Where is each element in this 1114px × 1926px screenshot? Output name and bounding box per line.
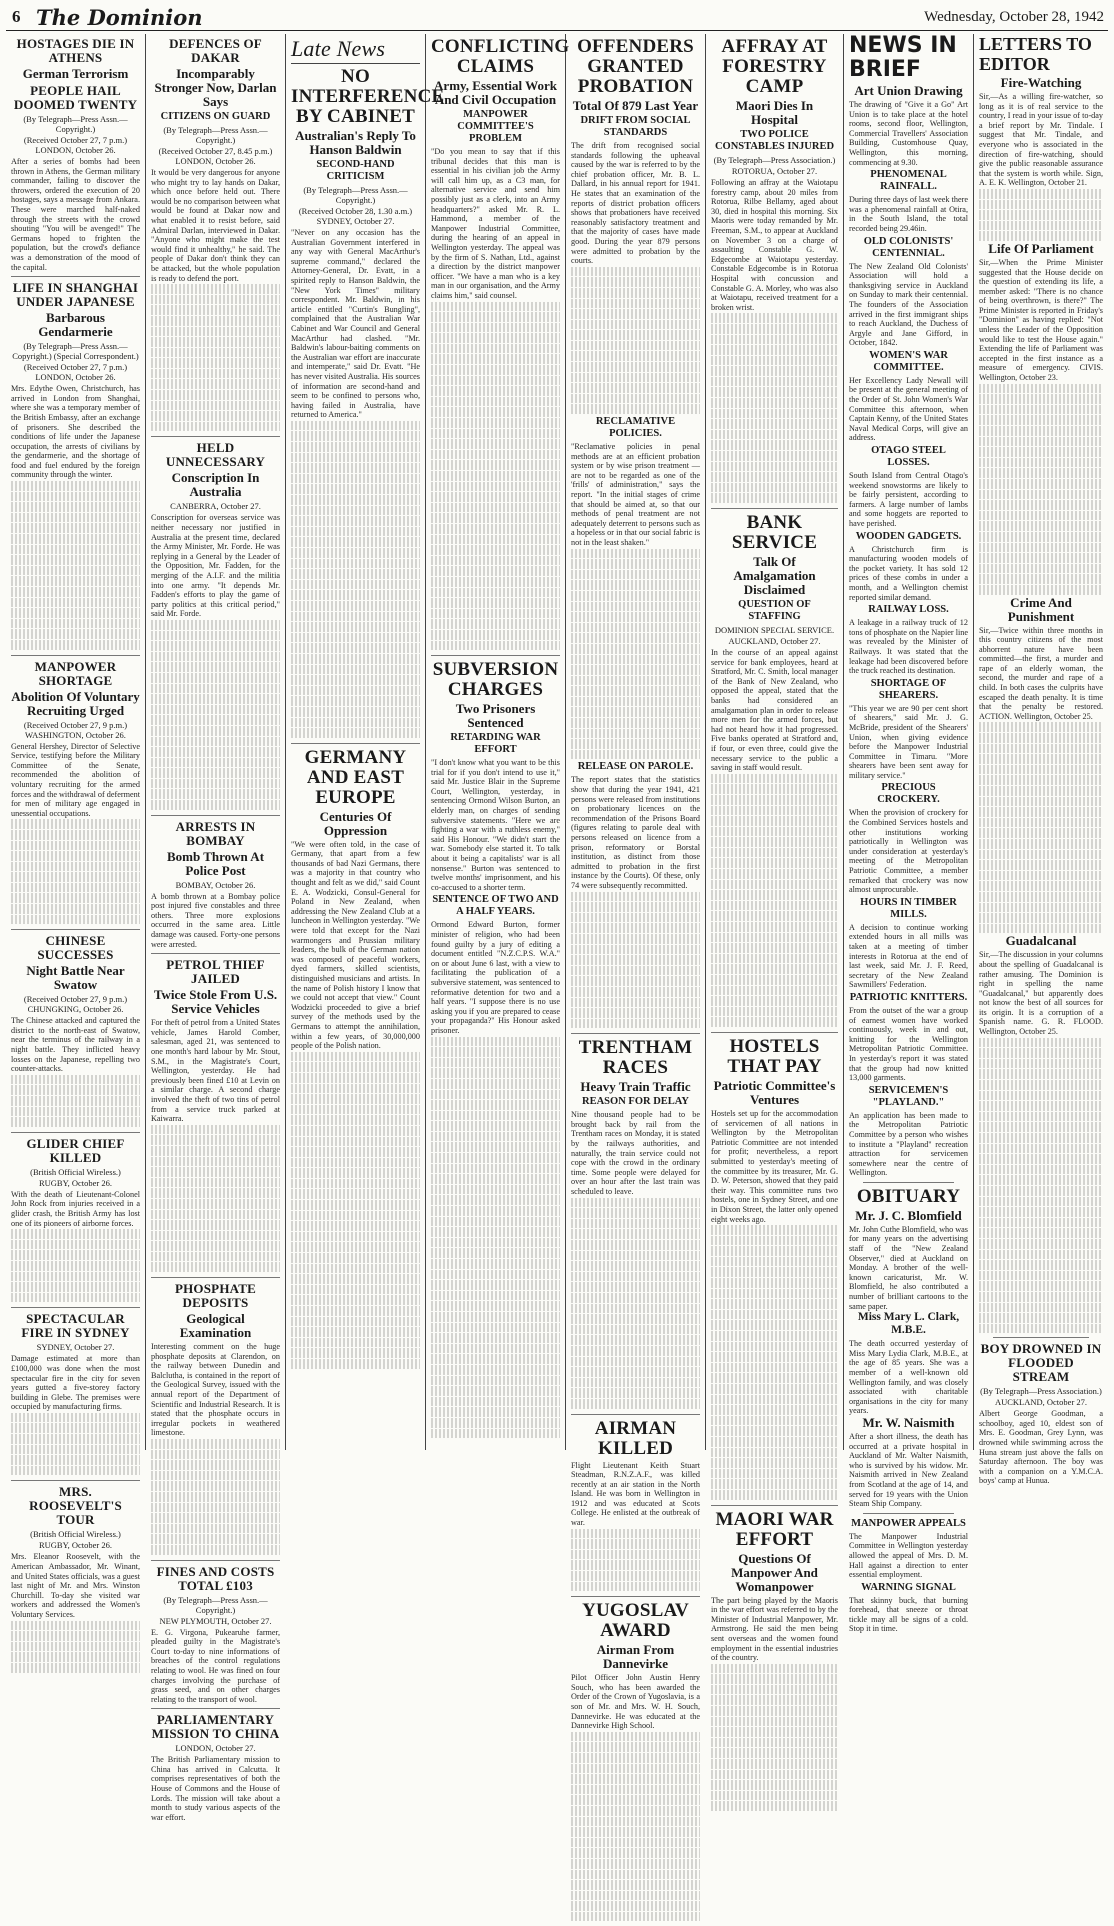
subheadline: German Terrorism xyxy=(22,66,129,81)
brief-text: From the outset of the war a group of earnest women have worked continuously, week in and out, knitting for the Wellington Metropolitan Patriotic Committee. In yesterday's report it was stated that the group had now knitted 13,000 garments. xyxy=(849,1005,968,1083)
news-in-brief-column xyxy=(844,33,974,1634)
deck: QUESTION OF STAFFING xyxy=(738,599,811,622)
credit: (British Official Wireless.) xyxy=(30,1166,121,1177)
obituary-name: Miss Mary L. Clark, M.B.E. xyxy=(857,1311,960,1337)
brief-text: Her Excellency Lady Newall will be present at the general meeting of the Order of St. John Women's War Committee this afternoon, when Captain Kenny, of the United States Naval Medical Corps, will give an address. xyxy=(849,375,968,443)
article-glider-chief xyxy=(11,1137,140,1309)
subheadline: Incomparably Stronger Now, Darlan Says xyxy=(154,66,277,109)
headline: DEFENCES OF DAKAR xyxy=(169,36,262,65)
article-yugoslav-award xyxy=(571,1601,700,1926)
headline: PETROL THIEF JAILED xyxy=(166,957,265,987)
body-text: The drift from recognised social standards following the upheaval caused by the war is referred to by the chief probation officer, Mr. B. L. Dallard, in his annual report for 1941. He states that an examination of the reports of district probation officers shows that probationers have received reasonably satisfactory treatment and that the majority of cases have made good. During the year 879 persons were admitted to probation by the courts. xyxy=(571,141,700,266)
body-text: Albert George Goodman, a schoolboy, aged 10, eldest son of Mrs. E. Goodman, Grey Lynn, was drowned while swimming across the Huna stream just above the falls on Saturday afternoon. The boy was with a companion on a Y.M.C.A. boys' camp at Hunua. xyxy=(979,1409,1103,1486)
body-text: Ormond Edward Burton, former minister of religion, who had been found guilty by a jury of editing a document entitled "N.Z.C.P.S. W.A." on or about June 6 last, with a view to facilitating the publication of a subversive statement, was sentenced to reformative detention for two and a half years. "I suppose there is no use asking you if you are prepared to cease your propaganda?" His Honour asked prisoner. xyxy=(431,920,560,1035)
headline: CONFLICTING CLAIMS xyxy=(431,36,570,77)
headline: MAORI WAR EFFORT xyxy=(715,1508,834,1550)
dateline: RUGBY, October 26. xyxy=(38,1540,113,1551)
headline: MRS. ROOSEVELT'S TOUR xyxy=(29,1484,122,1528)
headline: SUBVERSION CHARGES xyxy=(432,659,559,701)
column-3 xyxy=(286,34,445,1450)
article-bombay xyxy=(151,820,280,955)
brief-text: South Island from Central Otago's weekend snowstorms are likely to be fairly persistent, according to farmers. A large number of lambs and some hoggets are reported to have perished. xyxy=(849,471,968,528)
headline: BANK SERVICE xyxy=(731,512,818,553)
body-text: Mrs. Eleanor Roosevelt, with the American Ambassador, Mr. Winant, and United States officials, was a guest last night of Mr. and Mrs. Winston Churchill. To-day she visited war workers and addressed the Women's Voluntary Services. xyxy=(11,1552,140,1619)
brief-text: The New Zealand Old Colonists' Association will hold a thanksgiving service in Auckland on Sunday to mark their centennial. The founders of the Association arrived in the first immigrant ships to reach Auckland, the Duchess of Argyle and Jane Gifford, in October, 1842. xyxy=(849,261,968,348)
article-forestry-affray xyxy=(711,37,838,509)
deck: DRIFT FROM SOCIAL STANDARDS xyxy=(580,115,691,138)
headline: PHOSPHATE DEPOSITS xyxy=(174,1281,256,1311)
body-text: Pilot Officer John Austin Henry Souch, who has been awarded the Order of the Crown of Yugoslavia, is a son of Mr. and Mrs. W. H. Souch, Dannevirke. He was educated at the Dannevirke High School. xyxy=(571,1673,700,1731)
article-mission-china xyxy=(151,1713,280,1826)
headline: HOSTELS THAT PAY xyxy=(727,1035,822,1077)
subheadline: Australian's Reply To Hanson Baldwin xyxy=(295,128,416,157)
credit: (By Telegraph—Press Assn.—Copyright.) (Special Correspondent.) xyxy=(12,341,139,362)
deck: MANPOWER COMMITTEE'S PROBLEM xyxy=(457,109,534,144)
subheadline: Two Prisoners Sentenced xyxy=(455,701,536,731)
subheadline: Barbarous Gendarmerie xyxy=(38,310,113,340)
masthead xyxy=(6,4,1108,31)
body-text: In the course of an appeal against service for bank employees, heard at Stratford, Mr. C. Smith, local manager of the Bank of New Zealand, who opposed the appeal, stated that the banks had considered an amalgamation plan in order to release more men for the armed forces, but had not heard how it had progressed. Five banks operated at Stratford and, if four, or even three, could give the necessary service to the public a saving in staff would result. xyxy=(711,648,838,773)
brief-heading: RAILWAY LOSS. xyxy=(868,604,949,616)
dateline: (Received October 27, 7 p.m.) LONDON, October 26. xyxy=(23,135,128,155)
subheadline: Airman From Dannevirke xyxy=(596,1642,675,1672)
headline: OFFENDERS GRANTED PROBATION xyxy=(577,36,694,97)
obituary-text: After a short illness, the death has occurred at a private hospital in Auckland of Mr. Walter Naismith, who is survived by his widow. Mr. Naismith arrived in New Zealand from Scotland at the age of 14, and served for 19 years with the Union Steam Ship Company. xyxy=(849,1431,968,1509)
subheadline: Patriotic Committee's Ventures xyxy=(713,1077,836,1107)
article-shanghai xyxy=(11,281,140,655)
letter-text: Sir,—When the Prime Minister suggested that the House decide on the question of extending its life, a member asked: "There is no chance of being overthrown, is there?" The Prime Minister is reported in Friday's "Dominion" as having replied: "Not unless the Leader of the Opposition would like to test the House again." Extending the life of Parliament was accepted in the first instance as a measure of emergency. CIVIS. Wellington, October 23. xyxy=(979,257,1103,383)
brief-heading: WOODEN GADGETS. xyxy=(855,530,962,542)
article-petrol-thief xyxy=(151,958,280,1278)
body-text: The British Parliamentary mission to China has arrived in Calcutta. It comprises representatives of both the House of Commons and the House of Lords. The mission will take about a month to study various aspects of the war effort. xyxy=(151,1755,280,1822)
obituary-name: Mr. W. Naismith xyxy=(862,1414,955,1430)
brief-heading: Art Union Drawing xyxy=(854,83,963,98)
subheadline: Maori Dies In Hospital xyxy=(735,98,814,127)
obituary-name: Mr. J. C. Blomfield xyxy=(855,1207,962,1223)
article-hostages xyxy=(11,37,140,277)
headline: ARRESTS IN BOMBAY xyxy=(175,818,256,848)
headline: FINES AND COSTS TOTAL £103 xyxy=(156,1563,275,1593)
letter-heading: Crime And Punishment xyxy=(1007,594,1075,624)
body-text: It would be very dangerous for anyone who might try to lay hands on Dakar, which once before held out. There would be no comparison between what would be found at Dakar now and what enabled it to resist before, said Admiral Darlan, interviewed in Dakar. "Anyone who might make the test would find it unhealthy," he said. The people of Dakar don't think they can be attacked, but the whole population is ready to defend the port. xyxy=(151,168,280,283)
deck: SECOND-HAND CRITICISM xyxy=(316,159,395,182)
page-number: 6 xyxy=(12,7,21,26)
dateline: AUCKLAND, October 27. xyxy=(994,1397,1088,1408)
brief-heading: SERVICEMEN'S "PLAYLAND." xyxy=(868,1084,949,1108)
brief-heading: OTAGO STEEL LOSSES. xyxy=(871,445,946,469)
headline: GLIDER CHIEF KILLED xyxy=(26,1135,125,1165)
body-text: Conscription for overseas service was neither necessary nor justified in Australia at the present time, declared the Army Minister, Mr. Forde. He was replying in a General by the Leader of the Opposition, Mr. Fadden, for the merging of the A.I.F. and the militia into one army. "It depends Mr. Fadden's efforts to play the game of party politics at this critical period," said Mr. Forde. xyxy=(151,513,280,619)
headline: AIRMAN KILLED xyxy=(594,1417,677,1459)
brief-heading: PATRIOTIC KNITTERS. xyxy=(849,991,968,1003)
section-subhead: RELEASE ON PAROLE. xyxy=(577,761,694,773)
brief-text: The drawing of "Give it a Go" Art Union is to take place at the hotel rooms, second floor, Wellington, Commercial Travellers' Association Building, Customhouse Quay, Wellington, this morning, commencing at 9.30. xyxy=(849,100,968,167)
headline: BOY DROWNED IN FLOODED STREAM xyxy=(980,1341,1102,1385)
subheadline: Twice Stole From U.S. Service Vehicles xyxy=(153,987,278,1017)
obituary-text: Mr. John Cuthe Blomfield, who was for many years on the advertising staff of the "New Zealand Observer," died at Auckland on Monday. A brother of the well-known caricaturist, Mr. W. Blomfield, he also contributed a number of brilliant cartoons to the same paper. xyxy=(849,1224,968,1311)
dateline: (Received October 28, 1.30 a.m.) SYDNEY, October 27. xyxy=(298,206,413,226)
body-text: The report states that the statistics show that during the year 1941, 421 persons were released from institutions on probationary licences on the recommendation of the Prisons Board (figures relating to parole deal with persons released on licence from a prison, reformatory or Borstal institution, as distinct from those admitted to probation in the first instance by the Courts). Of these, only 74 were subsequently recommitted. xyxy=(571,775,700,890)
warning-signal-headline: WARNING SIGNAL xyxy=(861,1581,956,1593)
subheadline: Abolition Of Voluntary Recruiting Urged xyxy=(11,688,140,718)
headline: CHINESE SUCCESSES xyxy=(37,933,114,963)
letters-banner: LETTERS TO EDITOR xyxy=(979,34,1092,74)
body-text: Damage estimated at more than £100,000 was done when the most spectacular fire in the city for seven years gutted a five-storey factory building in Glebe. The premises were occupied by manufacturing firms. xyxy=(11,1354,140,1412)
brief-text: When the provision of crockery for the Combined Services hostels and other institutions working patriotically in Wellington was under consideration at yesterday's meeting of the Metropolitan Patriotic Committee, a member remarked that crockery was now almost unprocurable. xyxy=(849,808,968,895)
dateline: (Received October 27, 7 p.m.) LONDON, October 26. xyxy=(23,362,128,383)
article-maori-war-effort xyxy=(711,1510,838,1816)
credit: (By Telegraph—Press Assn.—Copyright.) xyxy=(23,114,128,134)
deck: REASON FOR DELAY xyxy=(582,1096,689,1108)
brief-text: During three days of last week there was a phenomenal rainfall at Otira, in the South Island, the total recorded being 29.46in. xyxy=(849,195,968,233)
article-germany-east-europe xyxy=(291,748,420,1374)
body-text: Hostels set up for the accommodation of servicemen of all nations in Wellington by the Metropolitan Patriotic Committee are not intended for profit; nevertheless, a report submitted to yesterday's meeting of the committee by its treasurer, Mr. G. D. W. Peterson, showed that they paid their way. This committee runs two hostels, one in Sydney Street, and one in Dixon Street, the latter only opened eight weeks ago. xyxy=(711,1108,838,1224)
credit: DOMINION SPECIAL SERVICE. xyxy=(714,625,835,635)
obituary-headline: OBITUARY xyxy=(856,1185,961,1207)
brief-heading: WOMEN'S WAR COMMITTEE. xyxy=(869,349,948,373)
issue-date: Wednesday, October 28, 1942 xyxy=(924,9,1104,25)
article-conflicting-claims xyxy=(431,36,570,656)
column-5 xyxy=(566,34,706,1731)
body-text: General Hershey, Director of Selective Service, testifying before the Military Committee of the Senate, recommended the abolition of voluntary recruiting for the armed forces and the withdrawal of deferment for men of military age engaged in unessential occupations. xyxy=(11,741,140,818)
body-text: Mrs. Edythe Owen, Christchurch, has arrived in London from Shanghai, where she was a temporary member of the British Embassy, after an exchange of prisoners. She described the conditions of life under the Japanese occupation, the arrests of civilians by the gendarmerie, and the shortage of food and fuel endured by the foreign community through the winter. xyxy=(11,384,140,480)
column-1 xyxy=(6,34,146,1619)
dateline: (Received October 27, 9 p.m.) CHUNGKING, October 26. xyxy=(23,994,128,1015)
obituary-text: The death occurred yesterday of Miss Mary Lydia Clark, M.B.E., at the age of 85 years. She was a member of a well-known old Wellington family, and was closely associated with charitable organisations in the city for many years. xyxy=(849,1339,968,1416)
body-text: After a series of bombs had been thrown in Athens, the German military commander, failing to discover the throwers, ordered the execution of 20 hostages, says a message from Ankara. These were marched half-naked through the streets with the crowd shouting "You will be avenged!" The Germans hoped to frighten the population, but the crowd's defiance was a demonstration of the mood of the capital. xyxy=(11,157,140,272)
letter-heading: Life Of Parliament xyxy=(988,240,1094,256)
body-text: The Chinese attacked and captured the district to the north-east of Swatow, near the terminus of the railway in a night battle. They inflicted heavy losses on the Japanese, repelling two counter-attacks. xyxy=(11,1016,140,1074)
article-trentham-races xyxy=(571,1038,700,1414)
article-chinese-successes xyxy=(11,934,140,1133)
manpower-appeals-text: The Manpower Industrial Committee in Wellington yesterday allowed the appeal of Mrs. D. M. Hall against a direction to enter essential employment. xyxy=(849,1531,968,1580)
headline: HELD UNNECESSARY xyxy=(165,440,266,470)
brief-text: A Christchurch firm is manufacturing wooden models of the pocket variety. It has sold 12 prices of these combs in under a month, and a Wellington chemist reported similar demand. xyxy=(849,544,968,602)
headline: LIFE IN SHANGHAI UNDER JAPANESE xyxy=(12,280,139,310)
dateline: SYDNEY, October 27. xyxy=(36,1342,115,1353)
article-conscription xyxy=(151,441,280,815)
newspaper-title: The Dominion xyxy=(36,5,203,30)
letter-heading: Fire-Watching xyxy=(1000,75,1082,90)
subheadline: Bomb Thrown At Police Post xyxy=(166,848,265,878)
deck: RETARDING WAR EFFORT xyxy=(450,732,541,756)
brief-heading: HOURS IN TIMBER MILLS. xyxy=(860,896,957,920)
deck: PEOPLE HAIL DOOMED TWENTY xyxy=(13,83,138,112)
section-subhead: SENTENCE OF TWO AND A HALF YEARS. xyxy=(432,894,559,918)
subheadline: Night Battle Near Swatow xyxy=(26,963,125,993)
brief-heading: SHORTAGE OF SHEARERS. xyxy=(870,677,947,701)
article-bank-service xyxy=(711,513,838,1033)
section-subhead: RECLAMATIVE POLICIES. xyxy=(595,416,676,440)
subheadline: Questions Of Manpower And Womanpower xyxy=(731,1550,818,1594)
column-6 xyxy=(706,34,844,1663)
body-text: The part being played by the Maoris in the war effort was referred to by the Minister of Industrial Manpower, Mr. Armstrong. He said the men being sent overseas and the women found employment in the essential industries of the country. xyxy=(711,1595,838,1663)
subheadline: Heavy Train Traffic xyxy=(580,1079,691,1095)
body-text: Flight Lieutenant Keith Stuart Steadman, R.N.Z.A.F., was killed recently at an air station in the North Island. He was born in Wellington in 1912 and was educated at Scots College. He enlisted at the outbreak of war. xyxy=(571,1460,700,1528)
body-text: E. G. Virgona, Pukearuhe farmer, pleaded guilty in the Magistrate's Court to-day to nine informations of breaches of the control regulations relating to wool. He was fined on four charges involving the purchase of grass seed, and on other charges relating to the transport of wool. xyxy=(151,1627,280,1704)
headline: YUGOSLAV AWARD xyxy=(582,1600,689,1642)
brief-text: A leakage in a railway truck of 12 tons of phosphate on the Napier line was revealed by the Minister of Railways. It was stated that the leakage had been discovered before the truck reached its destination. xyxy=(849,618,968,676)
article-dakar xyxy=(151,37,280,437)
article-hostels xyxy=(711,1037,838,1506)
brief-heading: PHENOMENAL RAINFALL. xyxy=(870,169,947,193)
letters-column xyxy=(974,34,1108,1486)
credit: (By Telegraph—Press Association.) xyxy=(713,155,836,165)
body-text: "Never on any occasion has the Australian Government interfered in any way with General MacArthur's supreme command," declared the Attorney-General, Dr. Evatt, in a spirited reply to Hanson Baldwin, the "New York Times" military correspondent. Mr. Baldwin, in his article entitled "Curtin's Bungling", complained that the Australian War Cabinet and War Council and General MacArthur had clashed. "Mr. Baldwin's labour-baiting comments on the Australian war effort are inaccurate and intemperate," said Dr. Evatt. "He has never visited Australia. His sources of information are second-hand and seem to be confined to persons who, having failed in Australia, have returned to America." xyxy=(291,228,420,420)
brief-heading: PRECIOUS CROCKERY. xyxy=(877,782,940,806)
dateline: BOMBAY, October 26. xyxy=(175,879,256,890)
subheadline: Army, Essential Work And Civil Occupation xyxy=(434,78,557,107)
body-text: Nine thousand people had to be brought back by rail from the Trentham races on Monday, it is stated by the railways authorities, and naturally, the train service could not cope with the crowd in the ordinary time. Some people were delayed for over an hour after the last train was scheduled to leave. xyxy=(571,1110,700,1197)
subheadline: Geological Examination xyxy=(179,1311,252,1341)
dateline: (Received October 27, 8.45 p.m.) LONDON, October 26. xyxy=(158,146,273,166)
dateline: CANBERRA, October 27. xyxy=(170,501,261,512)
dateline: ROTORUA, October 27. xyxy=(731,166,818,176)
credit: (British Official Wireless.) xyxy=(30,1529,121,1540)
dateline: NEW PLYMOUTH, October 27. xyxy=(159,1615,272,1626)
deck: CITIZENS ON GUARD xyxy=(160,111,271,122)
body-text: "Reclamative policies in penal methods are at an efficient probation system or by wise prison treatment — are not to be regarded as one of the 'frills' of administration," says the report. "In the initial stages of crime that should be aimed at, so that our methods of penal treatment are not adequately deterrent to persons such as a hopeless or in that our social fabric is not in the least shaken." xyxy=(571,442,700,547)
headline: PARLIAMENTARY MISSION TO CHINA xyxy=(151,1712,280,1742)
letter-text: Sir,—As a willing fire-watcher, so long as it is of real service to the country, I read in your issue of to-day a brief report by Mr. Tindale. I suggest that Mr. Tindale, and everyone who is associated in the direction of fire-watching, should give the public reasonable assurance that the system is worth while. Sign, A. E. K. Wellington, October 21. xyxy=(979,92,1103,188)
headline: AFFRAY AT FORESTRY CAMP xyxy=(721,36,828,97)
credit: (By Telegraph—Press Assn.—Copyright.) xyxy=(303,185,408,205)
article-sydney-fire xyxy=(11,1312,140,1481)
brief-text: "This year we are 90 per cent short of shearers," said Mr. J. G. McBride, president of the Shearers' Union, when giving evidence before the Manpower Industrial Committee in Timaru. "More shearers have been sent away for military service." xyxy=(849,703,968,780)
body-text: "I don't know what you want to be this trial for if you don't intend to use it," said Mr. Justice Blair in the Supreme Court, Wellington, yesterday, in sentencing Ormond Wilson Burton, an elderly man, on charges of sending subversive statements. "Here we are fighting a war with a ruthless enemy," said His Honour. "We didn't start the war. Somebody else started it. To talk about it being a capitalists' war is all nonsense." Burton was sentenced to twelve months' imprisonment, and his co-accused to a shorter term. xyxy=(431,758,560,892)
headline: TRENTHAM RACES xyxy=(578,1037,693,1079)
dateline: (Received October 27, 9 p.m.) WASHINGTON, October 26. xyxy=(23,719,128,740)
article-phosphate xyxy=(151,1282,280,1560)
article-roosevelt-tour xyxy=(11,1485,140,1677)
headline: MANPOWER SHORTAGE xyxy=(34,658,117,688)
subheadline: Centuries Of Oppression xyxy=(319,808,392,838)
letter-text: Sir,—The discussion in your columns about the spelling of Guadalcanal is rather amusing. The Dominion is right in spelling the name "Guadalcanal," but apparently does not know the best of all sources for its origin. It is a corruption of a Spanish name. G. R. FLOOD. Wellington, October 25. xyxy=(979,950,1103,1037)
dateline: RUGBY, October 26. xyxy=(38,1177,113,1188)
article-airman-killed xyxy=(571,1419,700,1598)
credit: (By Telegraph—Press Assn.—Copyright.) xyxy=(163,125,268,145)
headline: SPECTACULAR FIRE IN SYDNEY xyxy=(21,1311,130,1341)
brief-text: A decision to continue working extended hours in all mills was taken at a meeting of timber interests in Rotorua at the end of last week, said Mr. J. F. Reed, secretary of the New Zealand Sawmillers' Federation. xyxy=(849,922,968,990)
letter-text: Sir,—Twice within three months in this country citizens of the most abhorrent nature have been committed—the first, a murder and rape of an elderly woman, the second, the murder and rape of a child. In both cases the culprits have escaped the death penalty. It is time that the penalty be restored. ACTION. Wellington, October 25. xyxy=(979,625,1103,721)
credit: (By Telegraph—Press Assn.—Copyright.) xyxy=(163,1594,268,1615)
body-text: For theft of petrol from a United States vehicle, James Harold Comber, salesman, aged 21, was sentenced to one month's hard labour by Mr. Stout, S.M., in the Magistrate's Court, Wellington, yesterday. He had previously been fined £10 at Levin on a similar charge. A second charge involved the theft of two tins of petrol from a service truck parked at Kaiwarra. xyxy=(151,1018,280,1124)
subheadline: Total Of 879 Last Year xyxy=(572,98,699,113)
article-fines-costs xyxy=(151,1565,280,1710)
subheadline: Talk Of Amalgamation Disclaimed xyxy=(733,554,816,597)
headline: GERMANY AND EAST EUROPE xyxy=(304,746,407,808)
dateline: AUCKLAND, October 27. xyxy=(728,636,821,646)
deck: TWO POLICE CONSTABLES INJURED xyxy=(714,129,835,152)
news-in-brief-banner: NEWS IN BRIEF xyxy=(849,33,957,82)
article-subversion xyxy=(431,660,560,1443)
subheadline: Conscription In Australia xyxy=(171,470,260,500)
body-text: Following an affray at the Waiotapu forestry camp, about 20 miles from Rotorua, Rilbe Bellamy, aged about 30, died in hospital this morning. Six Maoris were today remanded by Mr. Freeman, S.M., to appear at Auckland on November 3 on a charge of assaulting Constable G. W. Edgecombe at Waiotapu yesterday. Constable Edgecombe is in Rotorua Hospital with concussion and Constable G. A. Morley, who was also at Waiotapu, received treatment for a broken wrist. xyxy=(711,178,838,312)
warning-signal-text: That skinny buck, that burning forehead, that sneeze or throat tickle may all be signs of a cold. Stop it in time. xyxy=(849,1595,968,1634)
article-manpower-shortage xyxy=(11,660,140,931)
brief-text: An application has been made to the Metropolitan Patriotic Committee by a person who wishes to institute a "Playland" recreation attraction for servicemen somewhere near the centre of Wellington. xyxy=(849,1110,968,1178)
article-no-interference xyxy=(291,66,445,744)
body-text: Interesting comment on the huge phosphate deposits at Clarendon, on the railway between Dunedin and Balclutha, is contained in the report of the Geological Survey, issued with the annual report of the Department of Scientific and Industrial Research. It is stated that the phosphate occurs in irregular pockets in weathered limestone. xyxy=(151,1342,280,1438)
body-text: "We were often told, in the case of Germany, that apart from a few thousands of bad Nazi Germans, there was a majority in that country who thought and felt as we did," said Count E. A. Wodzicki, Consul-General for Poland in New Zealand, when addressing the New Zealand Club at a luncheon in Wellington yesterday. "We were told that except for the Nazi warmongers and Prussian military leaders, the bulk of the German nation was composed of peaceful workers, dyed farmers, skilled scientists, distinguished musicians and artists. In the name of Polish history I know that we could not accept that view." Count Wodzicki proceeded to give a brief survey of the methods used by the Germans to attempt the annihilation, within a few years, of 30,000,000 people of the Polish nation. xyxy=(291,839,420,1051)
headline: HOSTAGES DIE IN ATHENS xyxy=(16,36,135,65)
column-4 xyxy=(426,34,570,1450)
dateline: LONDON, October 27. xyxy=(175,1743,256,1754)
letter-heading: Guadalcanal xyxy=(1005,933,1077,949)
column-2 xyxy=(146,34,286,1822)
body-text: "Do you mean to say that if this tribunal decides that this man is essential in his civilian job the Army will call him up, as a C3 man, for alternative service and send him possibly just as a clerk, into an Army headquarters?" asked Mr. R. L. Hammond, a member of the Manpower Industrial Committee, during the hearing of an appeal in Wellington yesterday. The appeal was by the firm of S. Nathan, Ltd., against a direction by the district manpower officer. "We have a man who is a key man in our organisation, and the Army claims him," said counsel. xyxy=(431,147,560,300)
body-text: A bomb thrown at a Bombay police post injured five constables and three others. Three more explosions occurred in the same area. Little damage was caused. Forty-one persons were arrested. xyxy=(151,891,280,949)
headline: NO INTERFERENCE BY CABINET xyxy=(291,66,445,127)
late-news-banner: Late News xyxy=(291,37,420,64)
body-text: With the death of Lieutenant-Colonel John Rock from injuries received in a glider crash, the British Army has lost one of its pioneers of airborne forces. xyxy=(11,1189,140,1228)
credit: (By Telegraph—Press Association.) xyxy=(980,1386,1102,1397)
brief-heading: OLD COLONISTS' CENTENNIAL. xyxy=(863,235,954,259)
manpower-appeals-headline: MANPOWER APPEALS xyxy=(851,1517,966,1529)
article-probation xyxy=(571,37,700,1034)
